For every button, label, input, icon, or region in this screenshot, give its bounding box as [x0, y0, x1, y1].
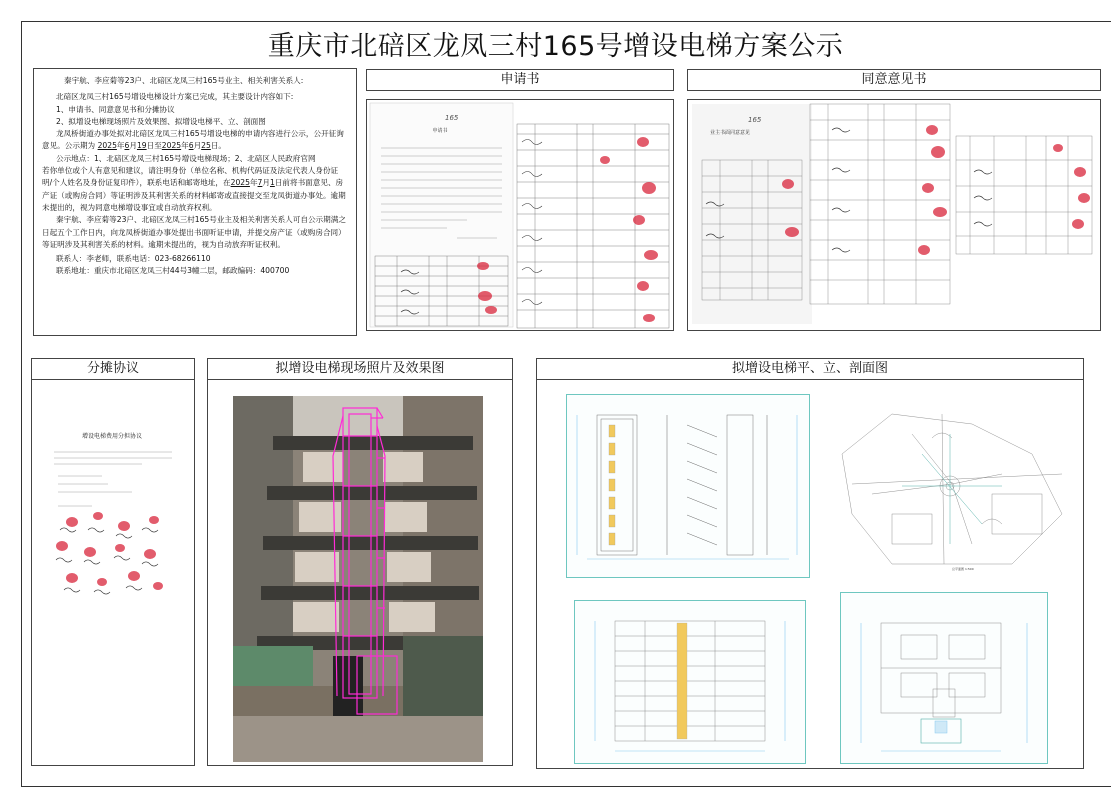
section-drawing [574, 600, 806, 764]
elevation-drawing [566, 394, 810, 578]
agreement-image [32, 380, 194, 764]
notice-item-1: 1、申请书、同意意见书和分摊协议 [56, 104, 175, 114]
elevation-drawing-image [567, 395, 809, 577]
site-photo [233, 396, 483, 762]
consent-scan-image [688, 100, 1100, 330]
header-cost-sharing: 分摊协议 [31, 358, 195, 380]
section-drawing-image [575, 601, 805, 763]
application-scan-image [367, 100, 673, 330]
notice-panel [33, 68, 357, 336]
consent-scan [687, 99, 1101, 331]
notice-hearing: 秦宇航、李应菊等23户、北碚区龙凤三村165号业主及相关利害关系人可自公示期满之日起五个工作日内，向龙凤桥街道办事处提出书面听证申请，并提交房产证（或购房合同）等证明涉及其利害关系的材料。逾期未提出的，视为自动放弃听证权利。 [42, 215, 346, 249]
notice-intro: 北碚区龙凤三村165号增设电梯设计方案已完成，其主要设计内容如下: [56, 92, 294, 102]
master-plan-drawing [832, 394, 1076, 578]
site-photo-image [233, 396, 483, 762]
master-plan-caption: 总平面图 1:500 [952, 567, 974, 571]
application-heading: 申请书 [432, 128, 448, 134]
notice-contact: 联系人：李老师，联系电话：023-68266110 [56, 254, 211, 264]
master-plan-image [832, 394, 1076, 578]
header-drawings: 拟增设电梯平、立、剖面图 [536, 358, 1084, 380]
consent-heading: 业主书面同意意见 [710, 130, 751, 136]
application-note: 165 [445, 114, 459, 122]
header-photos: 拟增设电梯现场照片及效果图 [207, 358, 513, 380]
notice-period: 龙凤桥街道办事处拟对北碚区龙凤三村165号增设电梯的申请内容进行公示，公开征询意见。公示期为 2025年6月19日至2025年6月25日。 [42, 129, 344, 151]
notice-item-2: 2、拟增设电梯现场照片及效果图、拟增设电梯平、立、剖面图 [56, 116, 266, 126]
floor-plan-image [841, 593, 1047, 763]
notice-location: 公示地点：1、北碚区龙凤三村165号增设电梯现场；2、北碚区人民政府官网 [56, 153, 316, 163]
notice-address: 联系地址：重庆市北碚区龙凤三村44号3幢二层，邮政编码：400700 [56, 266, 290, 276]
page-title: 重庆市北碚区龙凤三村165号增设电梯方案公示 [267, 31, 844, 62]
cost-sharing-scan [31, 380, 195, 766]
consent-note: 165 [748, 116, 762, 124]
header-application: 申请书 [366, 69, 674, 91]
floor-plan-drawing [840, 592, 1048, 764]
agreement-heading: 增设电梯费用分担协议 [81, 433, 143, 440]
application-scan [366, 99, 674, 331]
header-consent: 同意意见书 [687, 69, 1101, 91]
notice-objection: 若你单位或个人有意见和建议，请注明身份（单位名称、机构代码证及法定代表人身份证明/个人姓名及身份证复印件），联系电话和邮寄地址，在2025年7月1日前将书面意见、房产证（或购房合同）等证明涉及其利害关系的材料邮寄或直接提交至龙凤街道办事处。逾期未提出的，视为同意电梯增设事宜或自动放弃权利。 [42, 166, 346, 212]
notice-greeting: 秦宇航、李应菊等23户、北碚区龙凤三村165号业主、相关利害关系人: [64, 76, 304, 85]
